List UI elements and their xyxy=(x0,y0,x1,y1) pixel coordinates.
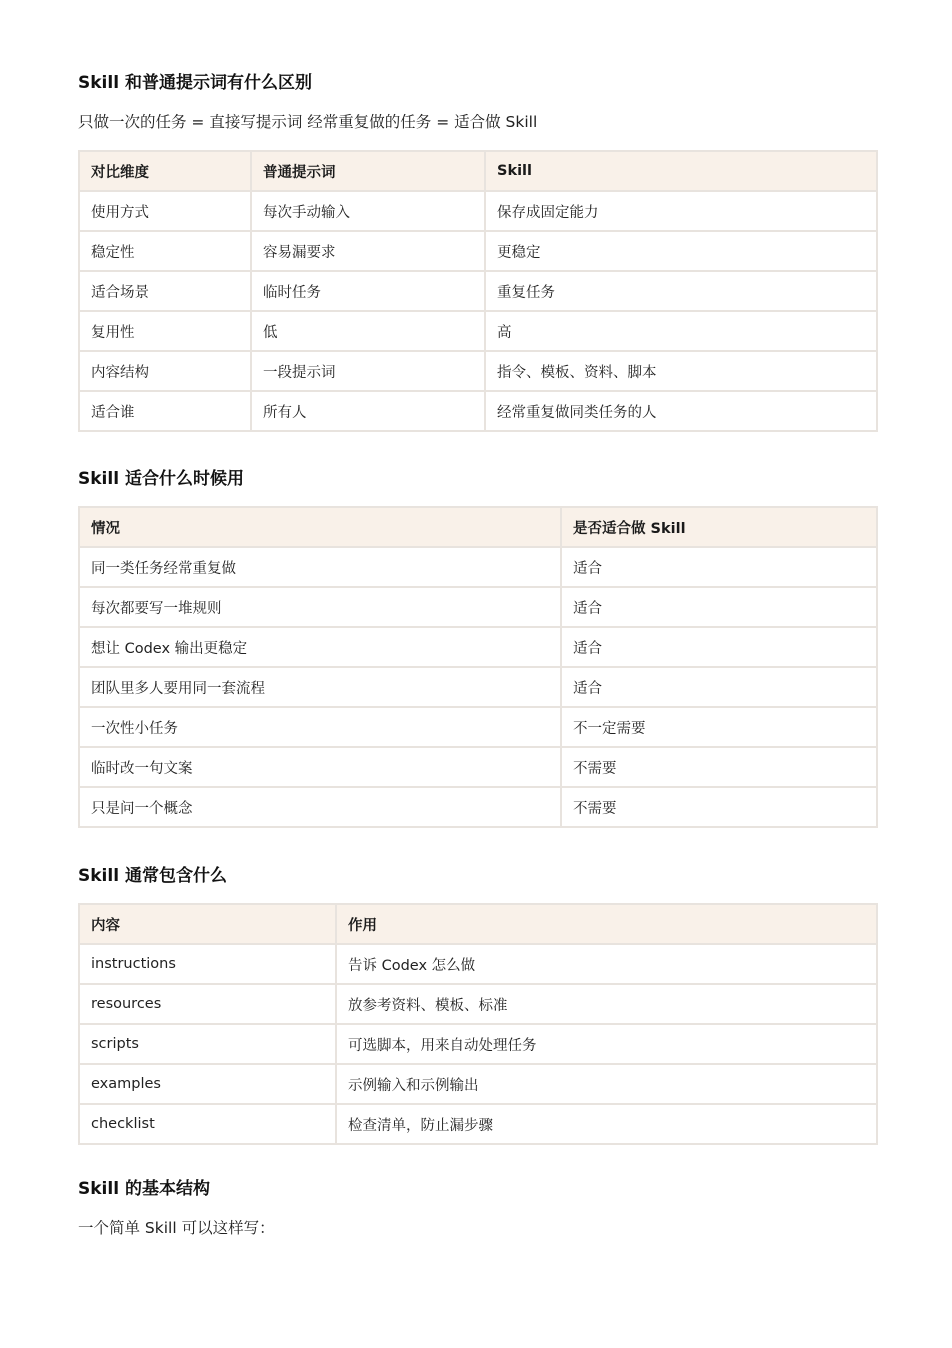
table-cell: 低 xyxy=(251,311,485,351)
table-row xyxy=(79,984,877,1024)
table-cell: 指令、模板、资料、脚本 xyxy=(485,351,877,391)
comparison-table xyxy=(78,150,878,432)
section-title-contents: Skill 通常包含什么 xyxy=(78,866,227,886)
table-row xyxy=(79,311,877,351)
table-cell: 适合 xyxy=(561,547,877,587)
header-cell: 内容 xyxy=(79,904,336,944)
table-row xyxy=(79,747,877,787)
header-cell: 对比维度 xyxy=(79,151,251,191)
table-cell: 一段提示词 xyxy=(251,351,485,391)
table-cell: 重复任务 xyxy=(485,271,877,311)
table-cell: instructions xyxy=(79,944,336,984)
contents-table xyxy=(78,903,878,1145)
table-cell: 告诉 Codex 怎么做 xyxy=(336,944,877,984)
table-header-row xyxy=(79,151,877,191)
table-cell: checklist xyxy=(79,1104,336,1144)
table-cell: 保存成固定能力 xyxy=(485,191,877,231)
table-cell: 想让 Codex 输出更稳定 xyxy=(79,627,561,667)
suitability-table xyxy=(78,506,878,828)
table-cell: 一次性小任务 xyxy=(79,707,561,747)
table-cell: 经常重复做同类任务的人 xyxy=(485,391,877,431)
table-cell: 适合 xyxy=(561,587,877,627)
table-row xyxy=(79,351,877,391)
table-cell: 每次都要写一堆规则 xyxy=(79,587,561,627)
table-cell: 不一定需要 xyxy=(561,707,877,747)
section-title-difference: Skill 和普通提示词有什么区别 xyxy=(78,73,312,93)
table-row xyxy=(79,271,877,311)
table-cell: 临时改一句文案 xyxy=(79,747,561,787)
table-row xyxy=(79,1104,877,1144)
header-cell: 是否适合做 Skill xyxy=(561,507,877,547)
table-cell: 更稳定 xyxy=(485,231,877,271)
table-cell: examples xyxy=(79,1064,336,1104)
table-row xyxy=(79,627,877,667)
table-row xyxy=(79,231,877,271)
table-row xyxy=(79,787,877,827)
table-row xyxy=(79,1024,877,1064)
difference-intro-text: 只做一次的任务 = 直接写提示词 经常重复做的任务 = 适合做 Skill xyxy=(78,113,538,131)
table-cell: 放参考资料、模板、标准 xyxy=(336,984,877,1024)
table-header-row xyxy=(79,904,877,944)
table-cell: resources xyxy=(79,984,336,1024)
table-header-row xyxy=(79,507,877,547)
table-row xyxy=(79,1064,877,1104)
table-cell: scripts xyxy=(79,1024,336,1064)
header-cell: 情况 xyxy=(79,507,561,547)
table-row xyxy=(79,944,877,984)
table-row xyxy=(79,191,877,231)
table-row xyxy=(79,667,877,707)
section-title-structure: Skill 的基本结构 xyxy=(78,1179,210,1199)
table-cell: 不需要 xyxy=(561,787,877,827)
table-cell: 适合 xyxy=(561,667,877,707)
header-cell: 普通提示词 xyxy=(251,151,485,191)
table-cell: 示例输入和示例输出 xyxy=(336,1064,877,1104)
table-cell: 只是问一个概念 xyxy=(79,787,561,827)
table-cell: 团队里多人要用同一套流程 xyxy=(79,667,561,707)
table-cell: 同一类任务经常重复做 xyxy=(79,547,561,587)
table-cell: 可选脚本，用来自动处理任务 xyxy=(336,1024,877,1064)
structure-intro-text: 一个简单 Skill 可以这样写： xyxy=(78,1219,275,1237)
table-cell: 适合 xyxy=(561,627,877,667)
table-cell: 稳定性 xyxy=(79,231,251,271)
section-title-when-to-use: Skill 适合什么时候用 xyxy=(78,469,244,489)
table-cell: 容易漏要求 xyxy=(251,231,485,271)
table-row xyxy=(79,391,877,431)
table-cell: 使用方式 xyxy=(79,191,251,231)
header-cell: Skill xyxy=(485,151,877,191)
table-cell: 不需要 xyxy=(561,747,877,787)
table-cell: 复用性 xyxy=(79,311,251,351)
table-cell: 检查清单，防止漏步骤 xyxy=(336,1104,877,1144)
table-cell: 高 xyxy=(485,311,877,351)
table-row xyxy=(79,587,877,627)
table-cell: 所有人 xyxy=(251,391,485,431)
table-cell: 内容结构 xyxy=(79,351,251,391)
table-cell: 每次手动输入 xyxy=(251,191,485,231)
table-row xyxy=(79,547,877,587)
table-cell: 适合场景 xyxy=(79,271,251,311)
table-cell: 适合谁 xyxy=(79,391,251,431)
table-cell: 临时任务 xyxy=(251,271,485,311)
table-row xyxy=(79,707,877,747)
header-cell: 作用 xyxy=(336,904,877,944)
